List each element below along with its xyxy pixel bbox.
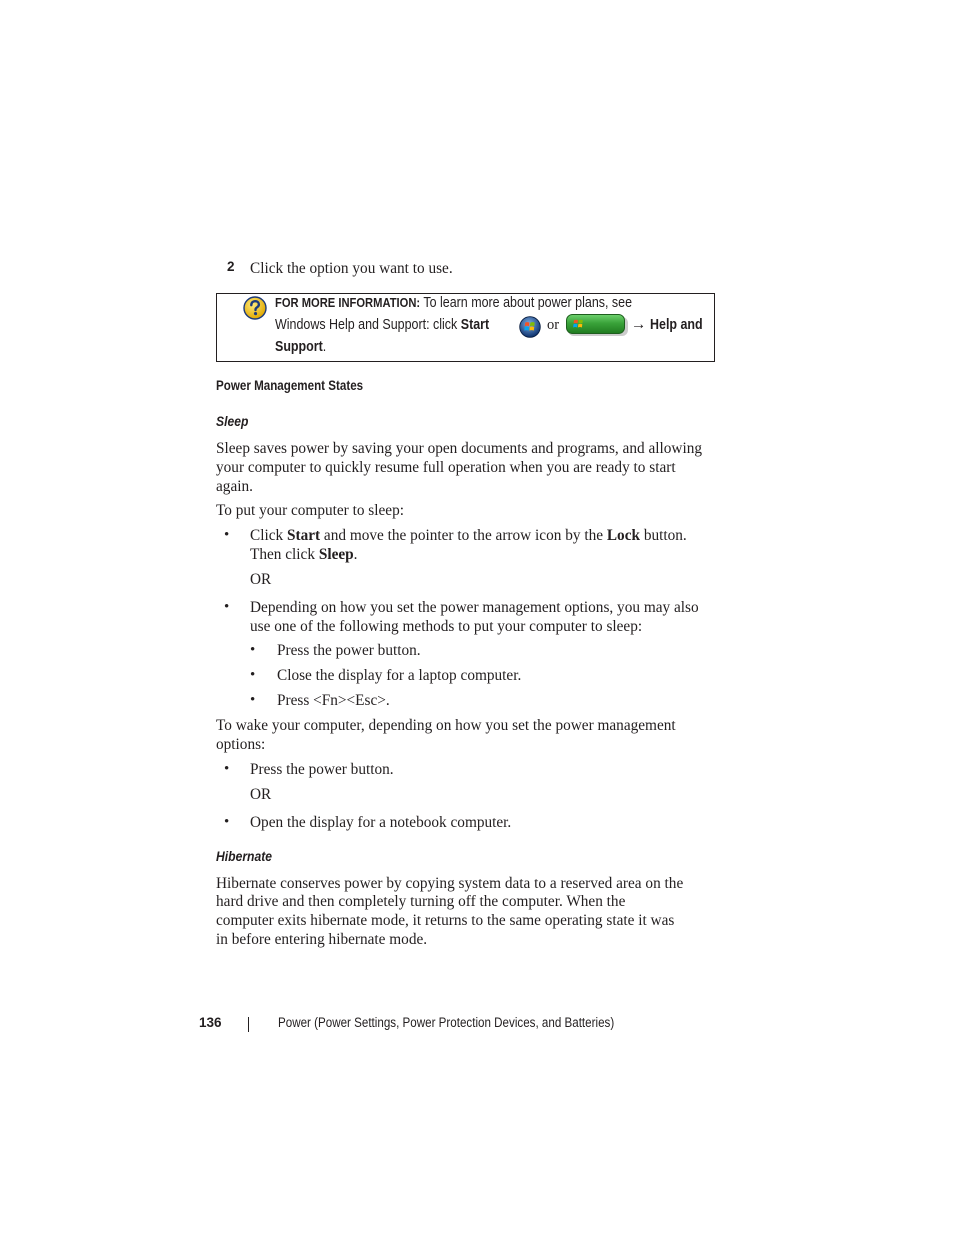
hibernate-line-3: computer exits hibernate mode, it returns to the same operating state it was <box>216 912 675 929</box>
note-start-label: Start <box>460 317 490 333</box>
sleep-intro-line-3: again. <box>216 478 253 495</box>
hibernate-heading: Hibernate <box>216 849 273 864</box>
sleep-heading: Sleep <box>216 414 249 429</box>
hibernate-line-1: Hibernate conserves power by copying system data to a reserved area on the <box>216 875 684 892</box>
note-period: . <box>322 339 327 355</box>
sleep-bullet-2-line-1: Depending on how you set the power management options, you may also <box>250 599 699 616</box>
sleep-bullet-1-line-1: Click Start and move the pointer to the arrow icon by the Lock button. <box>250 527 687 544</box>
note-text-2: Windows Help and Support: click <box>275 317 458 333</box>
sleep-bullet-2-line-2: use one of the following methods to put your computer to sleep: <box>250 618 643 635</box>
bullet-icon: • <box>250 692 256 708</box>
to-wake-line-1: To wake your computer, depending on how you set the power management <box>216 717 676 734</box>
or-separator-2: OR <box>250 786 272 803</box>
note-help-label <box>631 315 712 335</box>
footer-chapter-title: Power (Power Settings, Power Protection Devices, and Batteries) <box>278 1015 615 1030</box>
sleep-bullet-1-line-2: Then click Sleep. <box>250 546 358 563</box>
help-label-1: Help and <box>650 317 703 333</box>
windows-xp-start-button-icon <box>566 314 628 336</box>
note-line-1 <box>275 293 690 313</box>
to-wake-line-2: options: <box>216 736 266 753</box>
step-number: 2 <box>227 259 235 274</box>
or-text: or <box>547 317 560 333</box>
bullet-icon: • <box>224 761 230 777</box>
bullet-icon: • <box>224 599 230 615</box>
windows-start-orb-icon <box>519 316 541 338</box>
wake-bullet-2: Open the display for a notebook computer. <box>250 814 512 831</box>
sleep-method-2: Close the display for a laptop computer. <box>277 667 522 684</box>
page-number: 136 <box>199 1015 222 1030</box>
step-text: Click the option you want to use. <box>250 260 453 277</box>
hibernate-line-4: in before entering hibernate mode. <box>216 931 428 948</box>
bullet-icon: • <box>224 814 230 830</box>
note-line-3 <box>275 337 335 357</box>
question-mark-icon <box>243 296 267 320</box>
sleep-method-1: Press the power button. <box>277 642 421 659</box>
sleep-method-3: Press <Fn><Esc>. <box>277 692 390 709</box>
hibernate-line-2: hard drive and then completely turning off the computer. When the <box>216 893 626 910</box>
to-sleep-text: To put your computer to sleep: <box>216 502 404 519</box>
bullet-icon: • <box>250 642 256 658</box>
arrow-glyph: → <box>631 316 647 333</box>
sleep-intro-line-1: Sleep saves power by saving your open documents and programs, and allowing <box>216 440 702 457</box>
footer-divider <box>248 1017 249 1032</box>
note-text-1: To learn more about power plans, see <box>423 295 633 311</box>
or-separator-1: OR <box>250 571 272 588</box>
help-label-2: Support <box>275 339 323 355</box>
section-title: Power Management States <box>216 378 364 393</box>
wake-bullet-1: Press the power button. <box>250 761 394 778</box>
bullet-icon: • <box>224 527 230 543</box>
note-label: FOR MORE INFORMATION: <box>275 295 421 310</box>
note-line-2 <box>275 315 524 335</box>
bullet-icon: • <box>250 667 256 683</box>
sleep-intro-line-2: your computer to quickly resume full operation when you are ready to start <box>216 459 676 476</box>
